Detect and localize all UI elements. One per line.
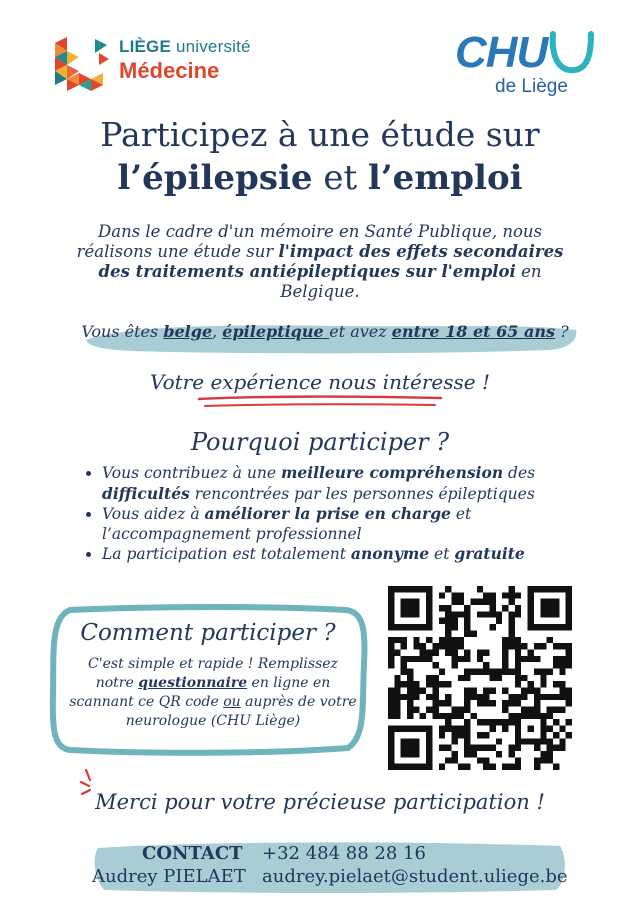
uliege-line2: Médecine: [119, 58, 220, 83]
chu-logo: [455, 28, 595, 100]
contact-email[interactable]: audrey.pielaet@student.uliege.be: [262, 866, 568, 887]
contact-label: CONTACT: [142, 843, 243, 864]
intro-paragraph: Dans le cadre d'un mémoire en Santé Publique, nous réalisons une étude sur l'impact des effets secondaires des traitements antiépileptiques sur l'emploi en Belgique.: [76, 222, 564, 301]
title-epilepsie: l’épilepsie: [117, 158, 313, 198]
thank-you-message: Merci pour votre précieuse participation !: [95, 790, 545, 814]
how-participate-text: C'est simple et rapide ! Remplissez notre questionnaire en ligne en scannant ce QR code ou auprès de votre neurologue (CHU Liège): [69, 656, 357, 729]
chu-logo-subtitle: de Liège: [495, 76, 568, 97]
uliege-line1-rest: université: [171, 37, 251, 56]
qr-code[interactable]: [388, 586, 572, 770]
uliege-line1-bold: LIÈGE: [119, 37, 172, 56]
red-underline: [195, 393, 445, 411]
experience-statement: Votre expérience nous intéresse !: [150, 370, 490, 394]
list-item: • La participation est totalement anonyme et gratuite: [102, 544, 592, 565]
contact-phone[interactable]: +32 484 88 28 16: [262, 843, 426, 864]
uliege-wordmark: [119, 37, 251, 84]
title-line1: Participez à une étude sur: [100, 115, 540, 154]
how-participate-title: Comment participer ?: [80, 620, 336, 646]
chu-swoosh-icon: [547, 30, 595, 80]
eligibility-criteria: Vous êtes belge, épileptique et avez entre 18 et 65 ans ?: [81, 322, 569, 341]
title-emploi: l’emploi: [367, 158, 523, 198]
why-participate-title: Pourquoi participer ?: [190, 428, 450, 456]
list-item: • Vous contribuez à une meilleure compréhension des difficultés rencontrées par les personnes épileptiques: [102, 463, 592, 504]
title-line2: l’épilepsie et l’emploi: [117, 158, 523, 198]
contact-name: Audrey PIELAET: [92, 866, 246, 887]
uliege-logo: [55, 35, 295, 95]
chu-logo-text: CHU: [455, 28, 548, 77]
uliege-mosaic-icon: [55, 35, 111, 93]
why-participate-list: [80, 463, 592, 565]
list-item: • Vous aidez à améliorer la prise en charge et l’accompagnement professionnel: [102, 504, 592, 544]
